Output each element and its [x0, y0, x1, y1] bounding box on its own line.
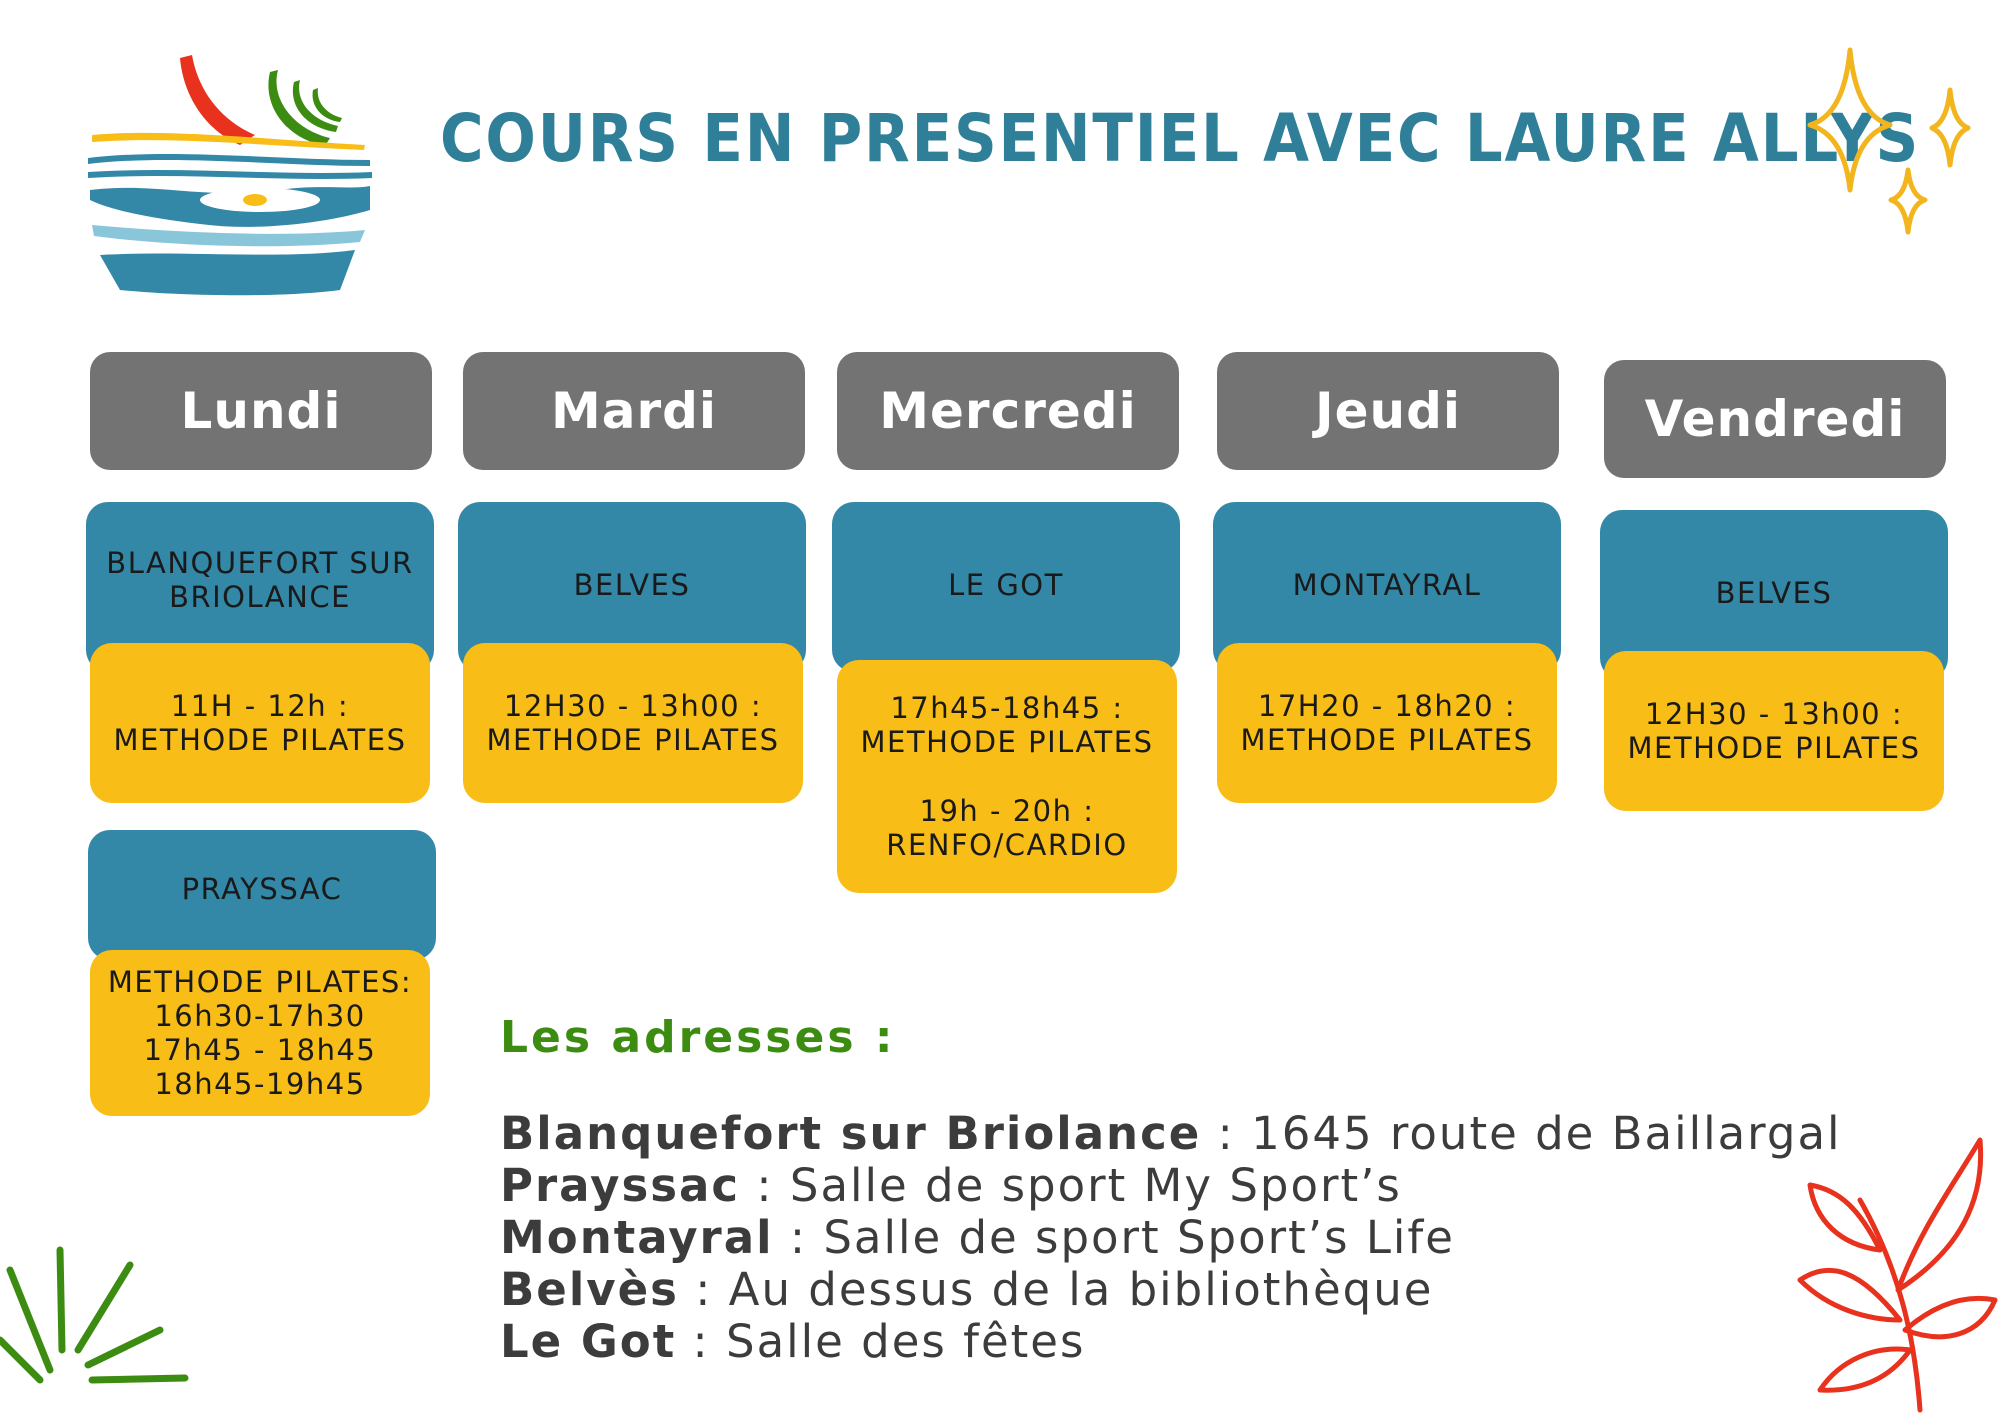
address-item: [500, 1264, 1842, 1316]
abstract-landscape-logo: [80, 50, 380, 300]
time-card: [90, 643, 430, 803]
time-card: [1217, 643, 1557, 803]
address-town: Belvès: [500, 1263, 679, 1316]
time-card: [463, 643, 803, 803]
time-line: 12H30 - 13h00 :: [1644, 696, 1904, 731]
page-title: COURS EN PRESENTIEL AVEC LAURE ALLYS: [440, 100, 1921, 177]
sparkle-stars-icon: [1790, 40, 1980, 250]
place-card: [88, 830, 436, 960]
green-firework-burst-icon: [0, 1230, 200, 1414]
time-line: METHODE PILATES: [486, 723, 780, 757]
time-line: METHODE PILATES: [1627, 731, 1921, 765]
place-line: MONTAYRAL: [1292, 568, 1482, 602]
address-town: Blanquefort sur Briolance: [500, 1107, 1202, 1160]
address-detail: : Salle des fêtes: [676, 1315, 1086, 1368]
address-town: Montayral: [500, 1211, 774, 1264]
place-line: BLANQUEFORT SUR: [106, 546, 414, 580]
time-line: 17h45-18h45 :: [890, 691, 1124, 726]
time-line: 17h45 - 18h45: [143, 1033, 377, 1067]
red-leaf-branch-icon: [1780, 1120, 2000, 1414]
day-header-jeudi: Jeudi: [1217, 352, 1559, 470]
place-line: BELVES: [573, 568, 691, 602]
address-detail: : Salle de sport My Sport’s: [740, 1159, 1402, 1212]
address-detail: : Salle de sport Sport’s Life: [773, 1211, 1455, 1264]
address-town: Le Got: [500, 1315, 677, 1368]
time-line: 12H30 - 13h00 :: [503, 688, 763, 723]
time-line: METHODE PILATES: [113, 723, 407, 757]
address-detail: : Au dessus de la bibliothèque: [678, 1263, 1434, 1316]
place-line: BELVES: [1715, 576, 1833, 610]
address-item: [500, 1316, 1842, 1368]
time-line: 11H - 12h :: [170, 688, 350, 723]
time-line: 18h45-19h45: [154, 1067, 366, 1102]
place-card: [832, 502, 1180, 672]
address-item: [500, 1160, 1842, 1212]
time-line: RENFO/CARDIO: [886, 827, 1128, 862]
address-item: [500, 1108, 1842, 1160]
time-line: METHODE PILATES: [1240, 723, 1534, 757]
address-item: [500, 1212, 1842, 1264]
place-line: LE GOT: [948, 568, 1064, 602]
time-line: METHODE PILATES:: [107, 964, 413, 999]
time-card: [1604, 651, 1944, 811]
day-header-mercredi: Mercredi: [837, 352, 1179, 470]
address-detail: : 1645 route de Baillargal: [1201, 1107, 1842, 1160]
address-town: Prayssac: [500, 1159, 741, 1212]
time-line: METHODE PILATES: [860, 725, 1154, 760]
time-card: [837, 660, 1177, 893]
day-header-lundi: Lundi: [90, 352, 432, 470]
day-header-mardi: Mardi: [463, 352, 805, 470]
time-line: 16h30-17h30: [154, 998, 366, 1033]
addresses-list: [500, 1108, 1842, 1368]
time-line: 19h - 20h :: [919, 793, 1095, 828]
time-line: 17H20 - 18h20 :: [1257, 688, 1517, 723]
day-header-vendredi: Vendredi: [1604, 360, 1946, 478]
place-line: PRAYSSAC: [181, 872, 343, 906]
place-line: BRIOLANCE: [169, 580, 351, 615]
time-card: [90, 950, 430, 1116]
addresses-title: Les adresses :: [500, 1012, 896, 1063]
